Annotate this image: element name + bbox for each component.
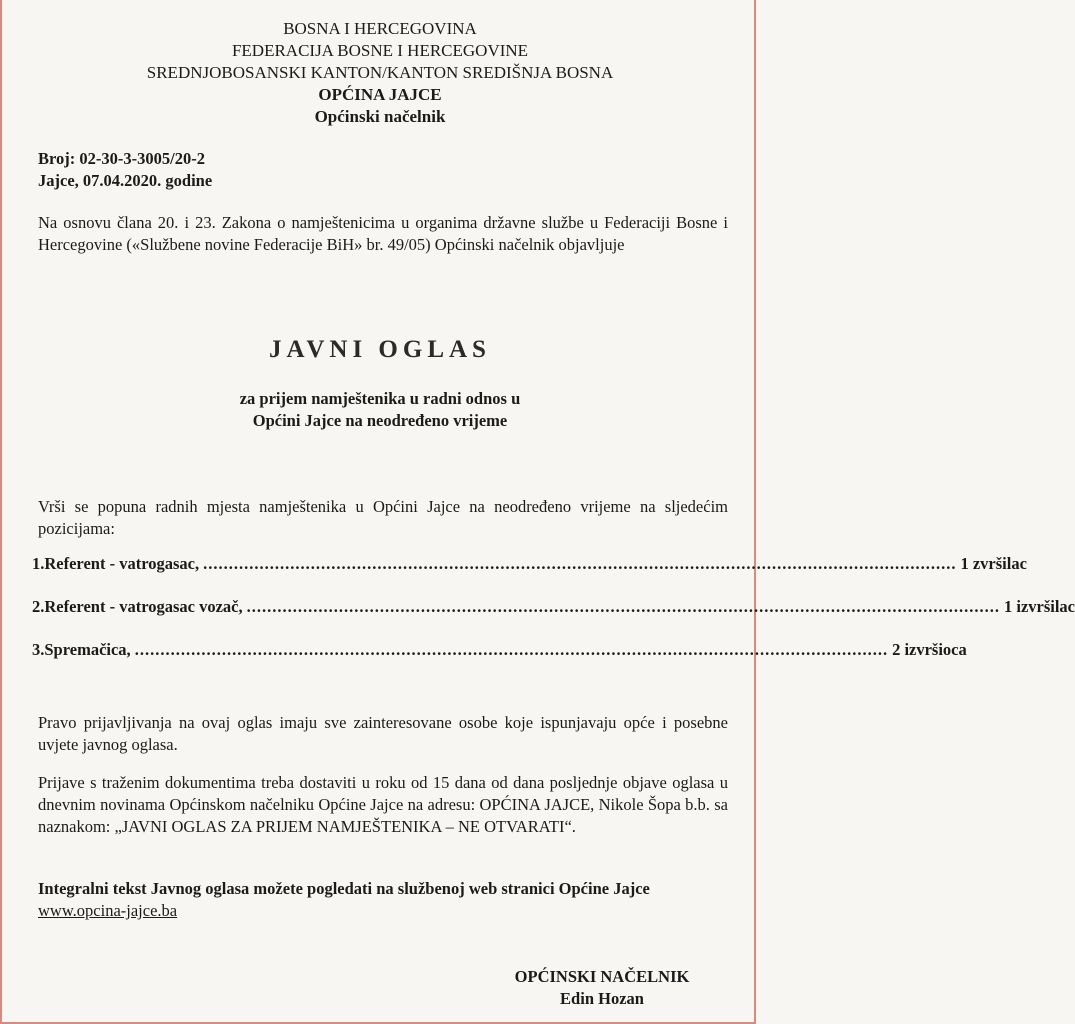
position-count: 1 izvršilac — [1003, 597, 1075, 616]
document-header — [2, 18, 758, 128]
signature-block — [472, 966, 732, 1010]
website-link[interactable]: www.opcina-jajce.ba — [38, 901, 178, 920]
position-label: Referent - vatrogasac vozač, — [44, 597, 243, 616]
header-municipality: OPĆINA JAJCE — [318, 85, 442, 104]
document-date: Jajce, 07.04.2020. godine — [38, 171, 213, 190]
document-number: Broj: 02-30-3-3005/20-2 — [38, 149, 205, 168]
dot-leader: ................................................................................................................................................... — [246, 597, 1000, 616]
signature-title: OPĆINSKI NAČELNIK — [514, 967, 690, 986]
website-text: Integralni tekst Javnog oglasa možete pogledati na službenoj web stranici Općine Jajce — [38, 879, 650, 898]
position-count: 2 izvršioca — [892, 640, 967, 659]
header-canton: SREDNJOBOSANSKI KANTON/KANTON SREDIŠNJA BOSNA — [146, 63, 614, 82]
dot-leader: ................................................................................................................................................... — [134, 640, 889, 659]
position-count: 1 zvršilac — [960, 554, 1027, 573]
header-federation: FEDERACIJA BOSNE I HERCEGOVINE — [231, 41, 529, 60]
positions-intro-paragraph: Vrši se popuna radnih mjesta namještenika u Općini Jajce na neodređeno vrijeme na sljedećim pozicijama: — [38, 497, 728, 538]
header-office: Općinski načelnik — [314, 107, 446, 126]
dot-leader: ................................................................................................................................................... — [203, 554, 957, 573]
website-paragraph — [38, 878, 728, 922]
position-label: Spremačica, — [44, 640, 131, 659]
page-title: JAVNI OGLAS — [269, 336, 491, 363]
application-paragraph: Prijave s traženim dokumentima treba dostaviti u roku od 15 dana od dana posljednje objave oglasa u dnevnim novinama Općinskom načelniku Općine Jajce na adresu: OPĆINA JAJCE, Nikole Šopa b.b. sa naznakom: „JAVNI OGLAS ZA PRIJEM NAMJEŠTENIKA – NE OTVARATI“. — [38, 773, 728, 836]
intro-paragraph: Na osnovu člana 20. i 23. Zakona o namještenicima u organima državne službe u Federaciji Bosne i Hercegovine («Službene novine Federacije BiH» br. 49/05) Općinski načelnik objavljuje — [38, 213, 728, 254]
subtitle-line-1: za prijem namještenika u radni odnos u — [239, 389, 521, 408]
eligibility-paragraph: Pravo prijavljivanja na ovaj oglas imaju sve zainteresovane osobe koje ispunjavaju opće i posebne uvjete javnog oglasa. — [38, 713, 728, 754]
position-number: 1. — [32, 554, 45, 573]
position-number: 2. — [32, 597, 45, 616]
header-country: BOSNA I HERCEGOVINA — [283, 19, 477, 38]
list-item — [32, 640, 967, 662]
positions-list — [32, 554, 1075, 683]
position-number: 3. — [32, 640, 45, 659]
list-item — [32, 597, 1075, 619]
subtitle-line-2: Općini Jajce na neodređeno vrijeme — [252, 411, 508, 430]
subtitle — [2, 388, 758, 432]
document-meta — [38, 148, 212, 192]
list-item — [32, 554, 1027, 576]
signature-name: Edin Hozan — [560, 989, 644, 1008]
position-label: Referent - vatrogasac, — [44, 554, 200, 573]
